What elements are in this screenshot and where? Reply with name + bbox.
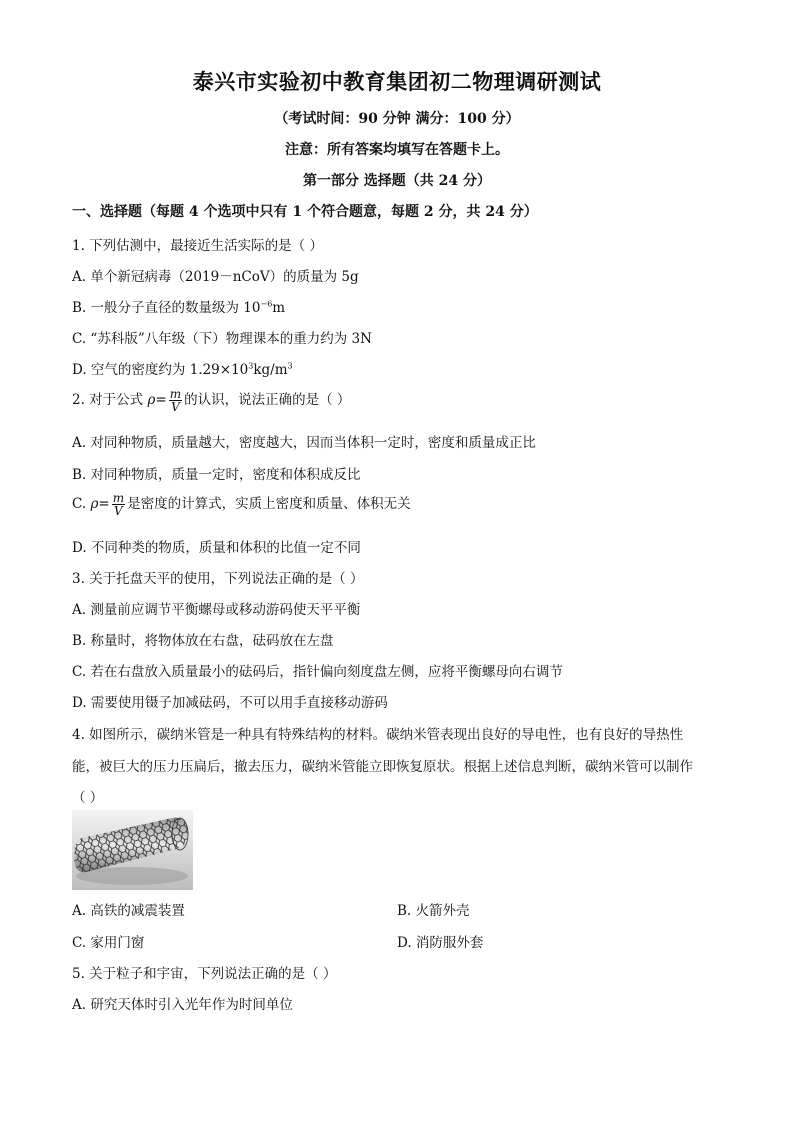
exam-time-info: （考试时间：90 分钟 满分：100 分） [274, 111, 520, 127]
q3-option-d: D. 需要使用镊子加减砝码，不可以用手直接移动游码 [72, 695, 388, 711]
q4-stem-line3: （ ） [72, 790, 104, 806]
q2-option-c-numerator: m [112, 491, 125, 505]
q1-option-d-text: D. 空气的密度约为 1.29×10 [72, 362, 249, 378]
q1-option-b [72, 296, 285, 316]
q1-option-b-text: B. 一般分子直径的数量级为 10 [72, 300, 261, 316]
q2-rho-symbol: ρ [147, 392, 156, 408]
q2-option-a: A. 对同种物质，质量越大，密度越大，因而当体积一定时，密度和质量成正比 [72, 435, 536, 451]
q1-option-d [72, 358, 293, 378]
q1-option-d-exponent: 3 [248, 361, 254, 371]
q1-option-b-unit: m [272, 300, 286, 316]
q2-formula-fraction [169, 388, 182, 413]
q2-formula-denominator: V [171, 400, 180, 414]
q3-option-b: B. 称量时，将物体放在右盘，砝码放在左盘 [72, 633, 334, 649]
q1-option-a: A. 单个新冠病毒（2019－nCoV）的质量为 5g [72, 269, 359, 285]
q2-option-c-fraction [112, 492, 125, 517]
q3-option-c: C. 若在右盘放入质量最小的砝码后，指针偏向刻度盘左侧，应将平衡螺母向右调节 [72, 664, 563, 680]
q2-stem-pre: 2. 对于公式 [72, 392, 144, 408]
q1-option-b-exponent: −6 [260, 299, 273, 309]
q2-equals-sign: = [155, 392, 167, 408]
q4-option-d: D. 消防服外套 [397, 935, 484, 951]
q1-option-c: C. “苏科版”八年级（下）物理课本的重力约为 3N [72, 331, 372, 347]
q2-stem [72, 388, 350, 413]
q5-option-a: A. 研究天体时引入光年作为时间单位 [72, 997, 293, 1013]
q4-stem-line2: 能，被巨大的压力压扁后，撤去压力，碳纳米管能立即恢复原状。根据上述信息判断，碳纳米管可以制作 [72, 759, 693, 775]
q1-option-d-unit: kg/m [253, 362, 288, 378]
section-heading: 一、选择题（每题 4 个选项中只有 1 个符合题意，每题 2 分，共 24 分） [72, 204, 538, 220]
q1-option-d-unit-exponent: 3 [287, 361, 293, 371]
carbon-nanotube-image [72, 810, 193, 890]
q5-stem: 5. 关于粒子和宇宙，下列说法正确的是（ ） [72, 966, 337, 982]
q4-option-c: C. 家用门窗 [72, 935, 145, 951]
q2-stem-post: 的认识，说法正确的是（ ） [184, 392, 351, 408]
q2-option-c-denominator: V [114, 504, 123, 518]
q3-stem: 3. 关于托盘天平的使用，下列说法正确的是（ ） [72, 571, 364, 587]
q4-option-a: A. 高铁的减震装置 [72, 903, 185, 919]
q4-option-b: B. 火箭外壳 [397, 903, 470, 919]
q2-option-c-text: 是密度的计算式，实质上密度和质量、体积无关 [127, 496, 411, 512]
q4-stem-line1: 4. 如图所示，碳纳米管是一种具有特殊结构的材料。碳纳米管表现出良好的导电性，也有良好的导热性 [72, 727, 684, 743]
exam-title: 泰兴市实验初中教育集团初二物理调研测试 [192, 69, 602, 94]
q2-option-d: D. 不同种类的物质，质量和体积的比值一定不同 [72, 540, 361, 556]
q2-option-c-label: C. [72, 496, 87, 512]
part-heading: 第一部分 选择题（共 24 分） [302, 173, 492, 189]
exam-notice: 注意：所有答案均填写在答题卡上。 [285, 142, 509, 158]
q1-stem: 1. 下列估测中，最接近生活实际的是（ ） [72, 238, 323, 254]
q2-option-c [72, 492, 411, 517]
q2-option-b: B. 对同种物质，质量一定时，密度和体积成反比 [72, 467, 361, 483]
q2-option-c-rho: ρ [90, 496, 99, 512]
q3-option-a: A. 测量前应调节平衡螺母或移动游码使天平平衡 [72, 602, 361, 618]
q2-formula-numerator: m [169, 387, 182, 401]
q2-option-c-equals: = [98, 496, 110, 512]
